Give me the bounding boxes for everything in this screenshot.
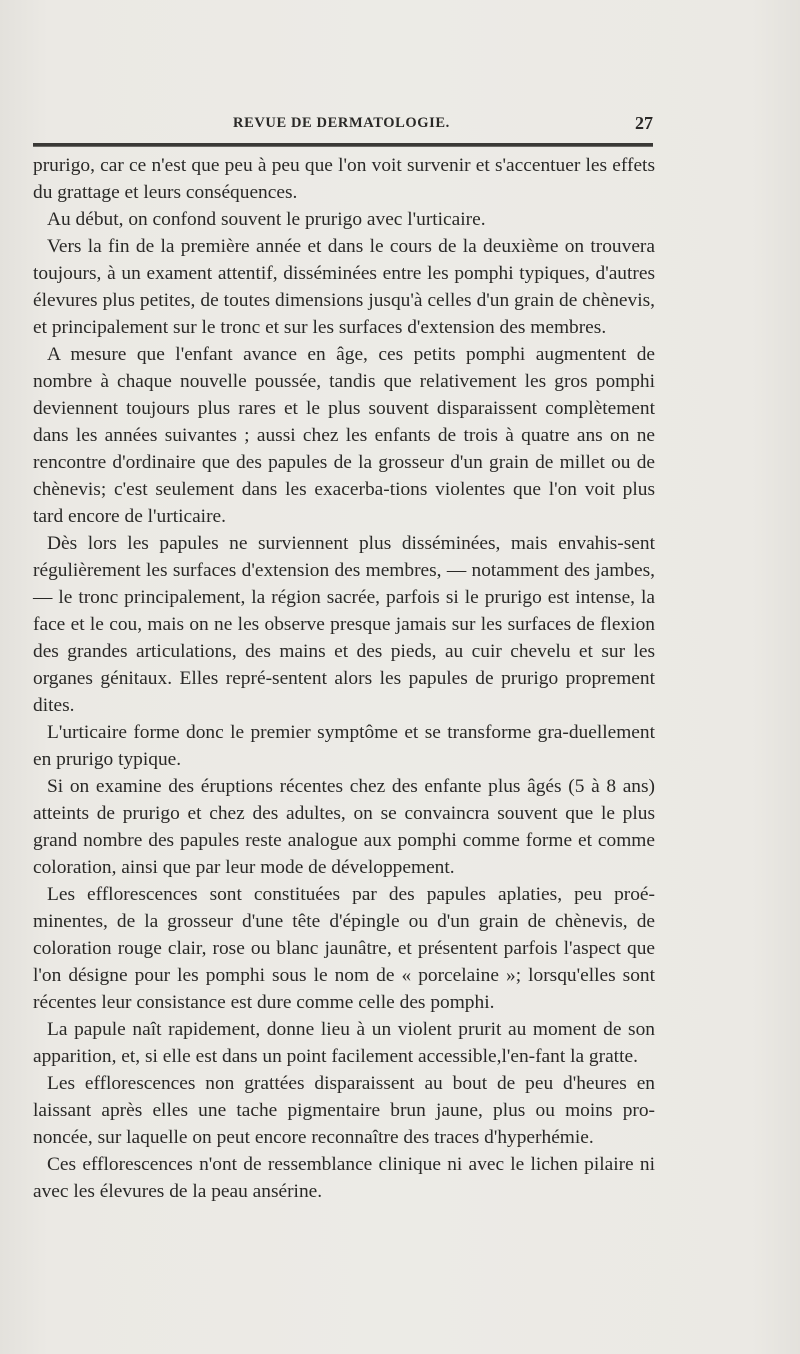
paragraph: Vers la fin de la première année et dans le cours de la deuxième on trouvera toujours, à un exament attentif, disséminées entre les pomphi typiques, d'autres élevures plus petites, de toutes dimensions jusqu'à celles d'un grain de chènevis, et principalement sur le tronc et sur les surfaces d'extension des membres. — [33, 236, 655, 338]
paragraph: La papule naît rapidement, donne lieu à un violent prurit au moment de son apparition, et, si elle est dans un point facilement accessible,l'en-fant la gratte. — [33, 1019, 655, 1067]
paragraph: Au début, on confond souvent le prurigo avec l'urticaire. — [47, 209, 486, 230]
page-header — [33, 113, 653, 137]
header-rule — [33, 143, 653, 146]
running-head: REVUE DE DERMATOLOGIE. — [233, 115, 450, 131]
paragraph: Si on examine des éruptions récentes chez des enfante plus âgés (5 à 8 ans) atteints de prurigo et chez des adultes, on se convaincra souvent que le plus grand nombre des papules reste analogue aux pomphi comme forme et comme coloration, ainsi que par leur mode de développement. — [33, 776, 655, 878]
paragraph: L'urticaire forme donc le premier symptôme et se transforme gra-duellement en prurigo typique. — [33, 722, 655, 770]
paragraph: Les efflorescences non grattées disparaissent au bout de peu d'heures en laissant après elles une tache pigmentaire brun jaune, plus ou moins pro-noncée, sur laquelle on peut encore reconnaître des traces d'hyperhémie. — [33, 1073, 655, 1148]
paragraph: Les efflorescences sont constituées par des papules aplaties, peu proé-minentes, de la grosseur d'une tête d'épingle ou d'un grain de chènevis, de coloration rouge clair, rose ou blanc jaunâtre, et présentent parfois l'aspect que l'on désigne pour les pomphi sous le nom de « porcelaine »; lorsqu'elles sont récentes leur consistance est dure comme celle des pomphi. — [33, 884, 655, 1013]
page-number: 27 — [635, 113, 653, 133]
paragraph: prurigo, car ce n'est que peu à peu que l'on voit survenir et s'accentuer les effets du grattage et leurs conséquences. — [33, 155, 655, 203]
paragraph: Ces efflorescences n'ont de ressemblance clinique ni avec le lichen pilaire ni avec les élevures de la peau ansérine. — [33, 1154, 655, 1202]
paragraph: Dès lors les papules ne surviennent plus disséminées, mais envahis-sent régulièrement les surfaces d'extension des membres, — notamment des jambes, — le tronc principalement, la région sacrée, parfois si le prurigo est intense, la face et le cou, mais on ne les observe presque jamais sur les surfaces de flexion des grandes articulations, des mains et des pieds, au cuir chevelu et sur les organes génitaux. Elles repré-sentent alors les papules de prurigo proprement dites. — [33, 533, 655, 716]
body-text — [33, 152, 655, 1205]
paragraph: A mesure que l'enfant avance en âge, ces petits pomphi augmentent de nombre à chaque nouvelle poussée, tandis que relativement les gros pomphi deviennent toujours plus rares et le plus souvent disparaissent complètement dans les années suivantes ; aussi chez les enfants de trois à quatre ans on ne rencontre d'ordinaire que des papules de la grosseur d'un grain de millet ou de chènevis; c'est seulement dans les exacerba-tions violentes que l'on voit plus tard encore de l'urticaire. — [33, 344, 655, 527]
